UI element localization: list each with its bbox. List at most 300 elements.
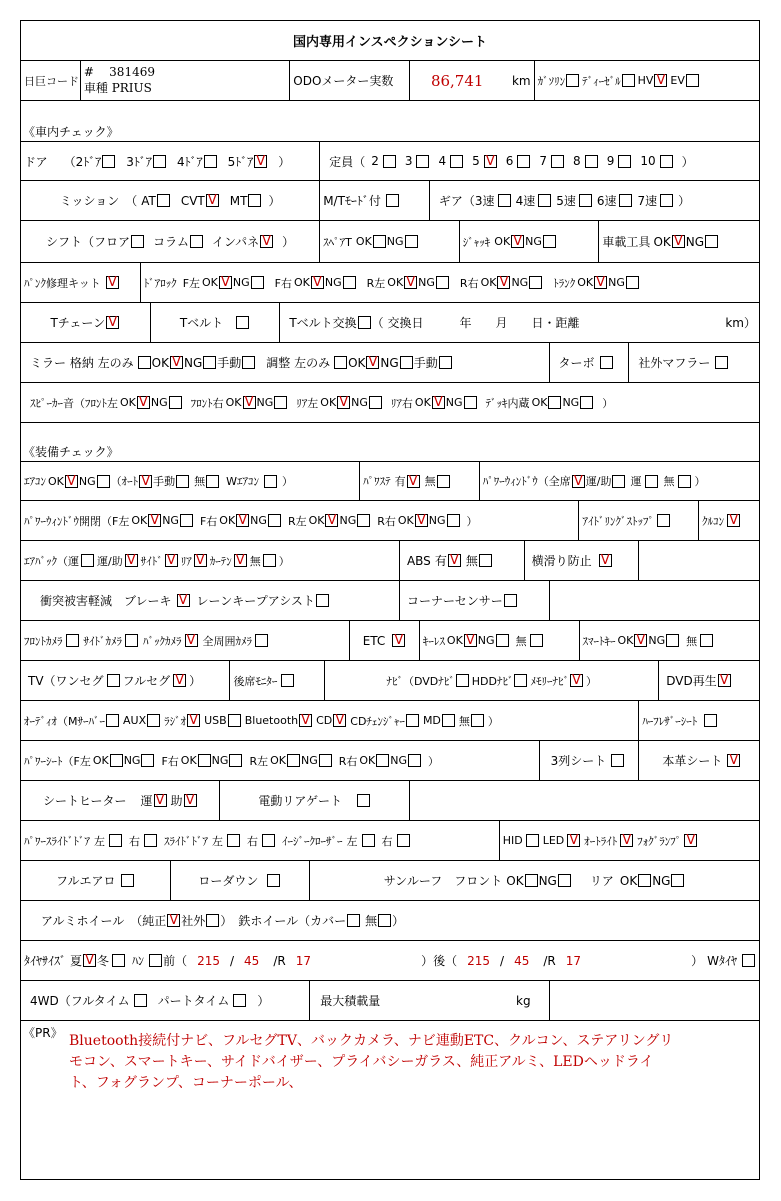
tire-summer-label: 夏 bbox=[70, 954, 83, 968]
fourwd-empty bbox=[550, 981, 759, 1020]
steel-none-checkbox[interactable] bbox=[378, 914, 391, 927]
airbag-3-checkbox[interactable] bbox=[194, 554, 207, 567]
capacity-4-checkbox[interactable] bbox=[517, 155, 530, 168]
speaker-4-ok-checkbox[interactable] bbox=[548, 396, 561, 409]
door-open: （ bbox=[63, 154, 76, 169]
collision-checkbox[interactable] bbox=[177, 594, 190, 607]
slide-door-right-checkbox[interactable] bbox=[262, 834, 275, 847]
aircon-manual-checkbox[interactable] bbox=[176, 475, 189, 488]
sunroof-rear-ng-checkbox[interactable] bbox=[671, 874, 684, 887]
mission-2-checkbox[interactable] bbox=[248, 194, 261, 207]
lowdown-checkbox[interactable] bbox=[267, 874, 280, 887]
keyless-ng-checkbox[interactable] bbox=[496, 634, 509, 647]
tv-1-label: フルセグ bbox=[122, 674, 171, 688]
power-slide-left-checkbox[interactable] bbox=[109, 834, 122, 847]
gear-4-checkbox[interactable] bbox=[660, 194, 673, 207]
speaker-4-ng-checkbox[interactable] bbox=[580, 396, 593, 409]
light-1-checkbox[interactable] bbox=[567, 834, 580, 847]
tire-front-slash: / bbox=[229, 953, 235, 968]
dvd-play-checkbox[interactable] bbox=[718, 674, 731, 687]
fuel-0-checkbox[interactable] bbox=[566, 74, 579, 87]
pw-operation-1-ok-checkbox[interactable] bbox=[236, 514, 249, 527]
power-seat-0-ng-checkbox[interactable] bbox=[141, 754, 154, 767]
tbelt-exchange-checkbox[interactable] bbox=[358, 316, 371, 329]
fuel-2-checkbox[interactable] bbox=[654, 74, 667, 87]
power-slide-right-label: 右 bbox=[129, 834, 140, 848]
navi-2-checkbox[interactable] bbox=[570, 674, 583, 687]
navi-1-checkbox[interactable] bbox=[514, 674, 527, 687]
rear-monitor-label: 後席ﾓﾆﾀｰ bbox=[233, 674, 278, 688]
light-3-checkbox[interactable] bbox=[684, 834, 697, 847]
capacity-2-label: 4 bbox=[438, 154, 447, 168]
easy-closer-right-label: 右 bbox=[381, 834, 393, 848]
mirror-adjust-ng-label: NG bbox=[380, 355, 399, 370]
speaker-1-label: ﾌﾛﾝﾄ右 bbox=[190, 396, 224, 410]
sunroof-ng-checkbox[interactable] bbox=[558, 874, 571, 887]
tire-rear-width: 215 bbox=[467, 953, 491, 968]
fuel-1-label: ﾃﾞｨｰｾﾞﾙ bbox=[582, 74, 621, 88]
spare-ok-checkbox[interactable] bbox=[373, 235, 386, 248]
power-slide-right-checkbox[interactable] bbox=[144, 834, 157, 847]
half-leather-label: ﾊｰﾌﾚｻﾞｰｼｰﾄ bbox=[642, 714, 698, 728]
power-seat-0-ok-checkbox[interactable] bbox=[110, 754, 123, 767]
capacity-3-checkbox[interactable] bbox=[484, 155, 497, 168]
sunroof-rear-label: リア bbox=[589, 874, 614, 888]
power-window-none-checkbox[interactable] bbox=[678, 475, 691, 488]
tire-front-r: 17 bbox=[295, 953, 311, 968]
aircon-auto-checkbox[interactable] bbox=[139, 475, 152, 488]
pw-operation-0-label: F左 bbox=[112, 514, 130, 528]
airbag-5-label: 無 bbox=[249, 554, 261, 568]
audio-2-checkbox[interactable] bbox=[187, 714, 200, 727]
mirror-ok-checkbox[interactable] bbox=[170, 356, 183, 369]
tire-w-checkbox[interactable] bbox=[742, 954, 755, 967]
keyless-ok-label: OK bbox=[446, 634, 463, 647]
power-seat-1-ok-checkbox[interactable] bbox=[198, 754, 211, 767]
mission-1-checkbox[interactable] bbox=[206, 194, 219, 207]
aircon-ng-checkbox[interactable] bbox=[97, 475, 110, 488]
alloy-0-checkbox[interactable] bbox=[167, 914, 180, 927]
camera-3-checkbox[interactable] bbox=[255, 634, 268, 647]
speaker-1-ng-checkbox[interactable] bbox=[274, 396, 287, 409]
power-seat-2-label: R左 bbox=[249, 754, 269, 768]
fuel-2-label: HV bbox=[637, 74, 654, 87]
smartkey-ok-checkbox[interactable] bbox=[634, 634, 647, 647]
power-seat-row bbox=[21, 741, 759, 781]
camera-2-checkbox[interactable] bbox=[185, 634, 198, 647]
power-seat-3-ok-checkbox[interactable] bbox=[376, 754, 389, 767]
doorlock-2-ng-checkbox[interactable] bbox=[436, 276, 449, 289]
doorlock-2-ok-label: OK bbox=[387, 276, 404, 289]
pw-operation-1-ng-label: NG bbox=[250, 514, 267, 527]
slide-door-row bbox=[21, 821, 759, 861]
tchain-row bbox=[21, 303, 759, 343]
turbo-checkbox[interactable] bbox=[600, 356, 613, 369]
smartkey-ng-checkbox[interactable] bbox=[666, 634, 679, 647]
doorlock-0-ng-checkbox[interactable] bbox=[251, 276, 264, 289]
etc-checkbox[interactable] bbox=[392, 634, 405, 647]
pw-operation-0-ok-label: OK bbox=[131, 514, 148, 527]
pw-operation-2-label: R左 bbox=[287, 514, 307, 528]
mirror-adjust-label: 調整 左のみ bbox=[266, 356, 331, 370]
power-seat-label: ﾊﾟﾜｰｼｰﾄ（ bbox=[24, 754, 74, 768]
pw-operation-0-ok-checkbox[interactable] bbox=[148, 514, 161, 527]
corner-sensor-checkbox[interactable] bbox=[504, 594, 517, 607]
tools-ng-checkbox[interactable] bbox=[705, 235, 718, 248]
audio-7-checkbox[interactable] bbox=[442, 714, 455, 727]
tchain-cell bbox=[21, 303, 151, 342]
airbag-0-checkbox[interactable] bbox=[81, 554, 94, 567]
doorlock-3-ng-checkbox[interactable] bbox=[529, 276, 542, 289]
power-seat-2-ng-checkbox[interactable] bbox=[319, 754, 332, 767]
tv-0-checkbox[interactable] bbox=[107, 674, 120, 687]
steel-cover-checkbox[interactable] bbox=[347, 914, 360, 927]
idle-stop-cell bbox=[579, 501, 699, 540]
mirror-manual-checkbox[interactable] bbox=[242, 356, 255, 369]
odo-cell bbox=[410, 61, 535, 100]
seat-heater-label: シートヒーター bbox=[42, 794, 127, 808]
door-3-checkbox[interactable] bbox=[254, 155, 267, 168]
audio-cell bbox=[21, 701, 639, 740]
power-seat-1-ng-checkbox[interactable] bbox=[229, 754, 242, 767]
abs-cell bbox=[400, 541, 525, 580]
tools-ok-checkbox[interactable] bbox=[672, 235, 685, 248]
capacity-1-checkbox[interactable] bbox=[416, 155, 429, 168]
tools-label: 車載工具 bbox=[602, 235, 651, 249]
power-seat-1-ng-label: NG bbox=[211, 754, 229, 767]
audio-0-checkbox[interactable] bbox=[106, 714, 119, 727]
speaker-1-ok-label: OK bbox=[225, 396, 242, 409]
shift-1-checkbox[interactable] bbox=[190, 235, 203, 248]
half-leather-cell bbox=[639, 701, 759, 740]
gear-label: ギア（ bbox=[438, 194, 475, 208]
tire-front-label: 前（ bbox=[163, 954, 188, 968]
fourwd-close: ） bbox=[257, 994, 270, 1008]
easy-closer-left-checkbox[interactable] bbox=[362, 834, 375, 847]
aircon-w-checkbox[interactable] bbox=[264, 475, 277, 488]
gear-3-checkbox[interactable] bbox=[619, 194, 632, 207]
capacity-0-checkbox[interactable] bbox=[383, 155, 396, 168]
jack-ok-checkbox[interactable] bbox=[511, 235, 524, 248]
speaker-0-ok-checkbox[interactable] bbox=[137, 396, 150, 409]
doorlock-0-label: F左 bbox=[182, 276, 201, 290]
tchain-label: Tチェーン bbox=[50, 316, 106, 330]
alloy-label: アルミホイール （ bbox=[41, 914, 143, 928]
pr-label: 《PR》 bbox=[23, 1026, 63, 1040]
smartkey-label: ｽﾏｰﾄｷｰ bbox=[582, 634, 616, 648]
jack-ng-label: NG bbox=[525, 235, 542, 248]
doorlock-3-ok-label: OK bbox=[480, 276, 497, 289]
tchain-checkbox[interactable] bbox=[106, 316, 119, 329]
camera-1-checkbox[interactable] bbox=[125, 634, 138, 647]
capacity-8-label: 10 bbox=[640, 154, 656, 168]
rear-gate-checkbox[interactable] bbox=[357, 794, 370, 807]
tire-han-checkbox[interactable] bbox=[149, 954, 162, 967]
sunroof-cell bbox=[310, 861, 759, 900]
collision-label: 衝突被害軽減 ブレーキ bbox=[40, 594, 172, 608]
door-row bbox=[21, 141, 759, 181]
doorlock-4-ok-checkbox[interactable] bbox=[594, 276, 607, 289]
aircon-paren: （ bbox=[110, 475, 122, 488]
mirror-ng-label: NG bbox=[183, 355, 203, 370]
puncture-checkbox[interactable] bbox=[106, 276, 119, 289]
doorlock-label: ﾄﾞｱﾛｯｸ bbox=[143, 276, 177, 290]
gear-0-checkbox[interactable] bbox=[498, 194, 511, 207]
power-steering-yes-checkbox[interactable] bbox=[407, 475, 420, 488]
sunroof-rear-ok-label: OK bbox=[619, 873, 638, 888]
easy-closer-right-checkbox[interactable] bbox=[397, 834, 410, 847]
door-1-checkbox[interactable] bbox=[153, 155, 166, 168]
aircon-close: ） bbox=[282, 475, 294, 488]
inspection-sheet bbox=[20, 20, 760, 1180]
seat-heater-cell bbox=[21, 781, 220, 820]
audio-6-checkbox[interactable] bbox=[406, 714, 419, 727]
tire-summer-checkbox[interactable] bbox=[83, 954, 96, 967]
capacity-3-label: 5 bbox=[472, 154, 480, 168]
doorlock-2-ng-label: NG bbox=[418, 276, 435, 289]
shift-2-checkbox[interactable] bbox=[260, 235, 273, 248]
audio-3-checkbox[interactable] bbox=[228, 714, 241, 727]
muffler-label: 社外マフラー bbox=[638, 356, 711, 370]
mission-0-checkbox[interactable] bbox=[157, 194, 170, 207]
fuel-3-checkbox[interactable] bbox=[686, 74, 699, 87]
tire-rear-r: 17 bbox=[565, 953, 582, 968]
alloy-1-checkbox[interactable] bbox=[206, 914, 219, 927]
fourwd-1-checkbox[interactable] bbox=[233, 994, 246, 1007]
shift-0-checkbox[interactable] bbox=[131, 235, 144, 248]
gear-2-checkbox[interactable] bbox=[579, 194, 592, 207]
doorlock-3-ok-checkbox[interactable] bbox=[497, 276, 510, 289]
aircon-auto-label: ｵｰﾄ bbox=[121, 475, 139, 488]
power-seat-3-ng-checkbox[interactable] bbox=[408, 754, 421, 767]
fuel-3-label: EV bbox=[670, 74, 685, 87]
door-0-checkbox[interactable] bbox=[102, 155, 115, 168]
doorlock-2-ok-checkbox[interactable] bbox=[404, 276, 417, 289]
keyless-label: ｷｰﾚｽ bbox=[422, 634, 445, 648]
tire-winter-checkbox[interactable] bbox=[112, 954, 125, 967]
collision-cell bbox=[21, 581, 400, 620]
navi-cell bbox=[325, 661, 659, 700]
lowdown-cell bbox=[171, 861, 311, 900]
doorlock-1-ok-checkbox[interactable] bbox=[311, 276, 324, 289]
power-window-dp-checkbox[interactable] bbox=[612, 475, 625, 488]
pw-operation-0-ng-label: NG bbox=[162, 514, 179, 527]
pw-operation-2-ok-label: OK bbox=[308, 514, 325, 527]
skid-checkbox[interactable] bbox=[599, 554, 612, 567]
speaker-2-ng-checkbox[interactable] bbox=[369, 396, 382, 409]
power-window-none-label: 無 bbox=[663, 475, 675, 488]
leather-checkbox[interactable] bbox=[727, 754, 740, 767]
fuel-1-checkbox[interactable] bbox=[622, 74, 635, 87]
pw-operation-1-ng-checkbox[interactable] bbox=[268, 514, 281, 527]
leather-label: 本革シート bbox=[662, 754, 723, 768]
gear-1-label: 4速 bbox=[515, 194, 536, 208]
fourwd-0-checkbox[interactable] bbox=[134, 994, 147, 1007]
abs-no-checkbox[interactable] bbox=[479, 554, 492, 567]
power-window-driver-checkbox[interactable] bbox=[645, 475, 658, 488]
smartkey-none-label: 無 bbox=[686, 634, 698, 648]
smartkey-ok-label: OK bbox=[617, 634, 634, 647]
full-aero-checkbox[interactable] bbox=[121, 874, 134, 887]
mirror-ng-checkbox[interactable] bbox=[203, 356, 216, 369]
sunroof-ok-checkbox[interactable] bbox=[525, 874, 538, 887]
keyless-ok-checkbox[interactable] bbox=[464, 634, 477, 647]
lights-cell bbox=[500, 821, 759, 860]
speaker-2-ok-checkbox[interactable] bbox=[337, 396, 350, 409]
mirror-adjust-ng-checkbox[interactable] bbox=[400, 356, 413, 369]
capacity-6-checkbox[interactable] bbox=[585, 155, 598, 168]
tire-rear-slash: / bbox=[500, 953, 505, 968]
power-seat-3-label: R右 bbox=[338, 754, 358, 768]
mirror-cell bbox=[21, 343, 550, 382]
tire-han-label: ﾊﾝ bbox=[132, 954, 145, 968]
power-steering-no-checkbox[interactable] bbox=[437, 475, 450, 488]
audio-3-label: USB bbox=[204, 714, 227, 727]
audio-8-checkbox[interactable] bbox=[471, 714, 484, 727]
tbelt-label: Tベルト bbox=[179, 316, 224, 330]
half-leather-checkbox[interactable] bbox=[704, 714, 717, 727]
spare-cell bbox=[320, 221, 460, 262]
capacity-2-checkbox[interactable] bbox=[450, 155, 463, 168]
mirror-adjust-manual-checkbox[interactable] bbox=[439, 356, 452, 369]
spare-ng-checkbox[interactable] bbox=[405, 235, 418, 248]
gear-1-checkbox[interactable] bbox=[538, 194, 551, 207]
model-name: PRIUS bbox=[111, 81, 152, 95]
pw-operation-0-ng-checkbox[interactable] bbox=[180, 514, 193, 527]
airbag-row bbox=[21, 541, 759, 581]
tire-close: ） bbox=[691, 954, 704, 968]
idle-stop-checkbox[interactable] bbox=[657, 514, 670, 527]
alloy-close: ） bbox=[220, 914, 233, 928]
navi-0-checkbox[interactable] bbox=[456, 674, 469, 687]
camera-1-label: ｻｲﾄﾞｶﾒﾗ bbox=[83, 634, 122, 648]
seat-heater-driver-checkbox[interactable] bbox=[154, 794, 167, 807]
camera-cell bbox=[21, 621, 350, 660]
airbag-cell bbox=[21, 541, 400, 580]
power-seat-cell bbox=[21, 741, 540, 780]
pr-text: Bluetooth接続付ナビ、フルセグTV、バックカメラ、ナビ連動ETC、クルコン、ステアリングリモコン、スマートキー、サイドバイザー、プライバシーガラス、純正アルミ、LEDヘッドライト、フォグランプ、コーナーポール、 bbox=[69, 1033, 674, 1091]
capacity-5-label: 7 bbox=[539, 154, 548, 168]
audio-1-checkbox[interactable] bbox=[147, 714, 160, 727]
sunroof-rear-ok-checkbox[interactable] bbox=[638, 874, 651, 887]
pw-operation-2-ok-checkbox[interactable] bbox=[325, 514, 338, 527]
speaker-2-ok-label: OK bbox=[320, 396, 337, 409]
light-0-checkbox[interactable] bbox=[526, 834, 539, 847]
power-seat-2-ng-label: NG bbox=[300, 754, 318, 767]
light-2-checkbox[interactable] bbox=[620, 834, 633, 847]
power-seat-2-ok-checkbox[interactable] bbox=[287, 754, 300, 767]
airbag-2-checkbox[interactable] bbox=[165, 554, 178, 567]
speaker-2-ng-label: NG bbox=[351, 396, 368, 409]
tire-row bbox=[21, 941, 759, 981]
power-window-all-checkbox[interactable] bbox=[572, 475, 585, 488]
mirror-adjust-manual-label: 手動 bbox=[413, 356, 438, 370]
lowdown-label: ローダウン bbox=[198, 874, 259, 888]
gear-2-label: 5速 bbox=[556, 194, 576, 208]
airbag-5-checkbox[interactable] bbox=[263, 554, 276, 567]
speaker-0-ng-checkbox[interactable] bbox=[169, 396, 182, 409]
pw-operation-2-ng-checkbox[interactable] bbox=[357, 514, 370, 527]
doorlock-1-ok-label: OK bbox=[293, 276, 310, 289]
alloy-1-label: 社外 bbox=[181, 914, 206, 928]
doorlock-4-ng-checkbox[interactable] bbox=[626, 276, 639, 289]
slide-door-left-checkbox[interactable] bbox=[227, 834, 240, 847]
light-0-label: HID bbox=[502, 834, 523, 847]
alloy-cell bbox=[21, 901, 759, 940]
pw-operation-3-ok-checkbox[interactable] bbox=[415, 514, 428, 527]
seat-heater-passenger-checkbox[interactable] bbox=[184, 794, 197, 807]
aircon-ok-label: OK bbox=[48, 474, 64, 488]
door-close: ） bbox=[278, 154, 291, 169]
doorlock-4-ok-label: OK bbox=[577, 276, 594, 289]
seat-heater-passenger-label: 助 bbox=[170, 794, 183, 808]
mt-mode-checkbox[interactable] bbox=[386, 194, 399, 207]
capacity-4-label: 6 bbox=[505, 154, 514, 168]
tv-close: ） bbox=[189, 674, 202, 688]
mirror-adjust-ok-checkbox[interactable] bbox=[366, 356, 379, 369]
capacity-8-checkbox[interactable] bbox=[660, 155, 673, 168]
pw-operation-3-ng-checkbox[interactable] bbox=[447, 514, 460, 527]
tbelt-checkbox[interactable] bbox=[236, 316, 249, 329]
fourwd-1-label: パートタイム bbox=[157, 994, 230, 1008]
capacity-7-checkbox[interactable] bbox=[618, 155, 631, 168]
third-row-checkbox[interactable] bbox=[611, 754, 624, 767]
tire-front-r-label: /R bbox=[273, 953, 286, 968]
jack-ng-checkbox[interactable] bbox=[543, 235, 556, 248]
mirror-ok-label: OK bbox=[151, 355, 169, 370]
max-load-label: 最大積載量 bbox=[320, 994, 381, 1008]
speaker-1-ok-checkbox[interactable] bbox=[243, 396, 256, 409]
muffler-cell bbox=[629, 343, 759, 382]
audio-4-checkbox[interactable] bbox=[299, 714, 312, 727]
smartkey-none-checkbox[interactable] bbox=[700, 634, 713, 647]
tire-rear-aspect: 45 bbox=[514, 953, 530, 968]
mirror-spacer-checkbox[interactable] bbox=[138, 356, 151, 369]
idle-stop-label: ｱｲﾄﾞﾘﾝｸﾞｽﾄｯﾌﾟ bbox=[582, 514, 654, 528]
odo-unit: km bbox=[511, 73, 531, 88]
aircon-ok-checkbox[interactable] bbox=[65, 475, 78, 488]
rear-monitor-checkbox[interactable] bbox=[281, 674, 294, 687]
airbag-4-checkbox[interactable] bbox=[234, 554, 247, 567]
puncture-label: ﾊﾟﾝｸ修理キット bbox=[24, 276, 101, 290]
doorlock-0-ok-checkbox[interactable] bbox=[219, 276, 232, 289]
camera-0-checkbox[interactable] bbox=[66, 634, 79, 647]
max-load-cell bbox=[310, 981, 549, 1020]
keyless-none-checkbox[interactable] bbox=[530, 634, 543, 647]
tv-1-checkbox[interactable] bbox=[173, 674, 186, 687]
muffler-checkbox[interactable] bbox=[715, 356, 728, 369]
cruise-checkbox[interactable] bbox=[727, 514, 740, 527]
fourwd-row bbox=[21, 981, 759, 1021]
airbag-label: ｴｱﾊﾞｯｸ（ bbox=[24, 554, 68, 568]
speaker-3-ng-checkbox[interactable] bbox=[464, 396, 477, 409]
pw-operation-1-ok-label: OK bbox=[219, 514, 236, 527]
tire-front-aspect: 45 bbox=[244, 953, 260, 968]
pw-operation-3-ng-label: NG bbox=[428, 514, 446, 527]
speaker-3-ok-checkbox[interactable] bbox=[432, 396, 445, 409]
lane-keep-checkbox[interactable] bbox=[316, 594, 329, 607]
abs-yes-checkbox[interactable] bbox=[448, 554, 461, 567]
doorlock-1-ng-checkbox[interactable] bbox=[343, 276, 356, 289]
door-2-checkbox[interactable] bbox=[204, 155, 217, 168]
airbag-empty bbox=[639, 541, 759, 580]
capacity-5-checkbox[interactable] bbox=[551, 155, 564, 168]
aircon-none-checkbox[interactable] bbox=[206, 475, 219, 488]
audio-5-checkbox[interactable] bbox=[333, 714, 346, 727]
airbag-1-checkbox[interactable] bbox=[125, 554, 138, 567]
tools-cell bbox=[599, 221, 759, 262]
mirror-adjust-spacer-checkbox[interactable] bbox=[334, 356, 347, 369]
